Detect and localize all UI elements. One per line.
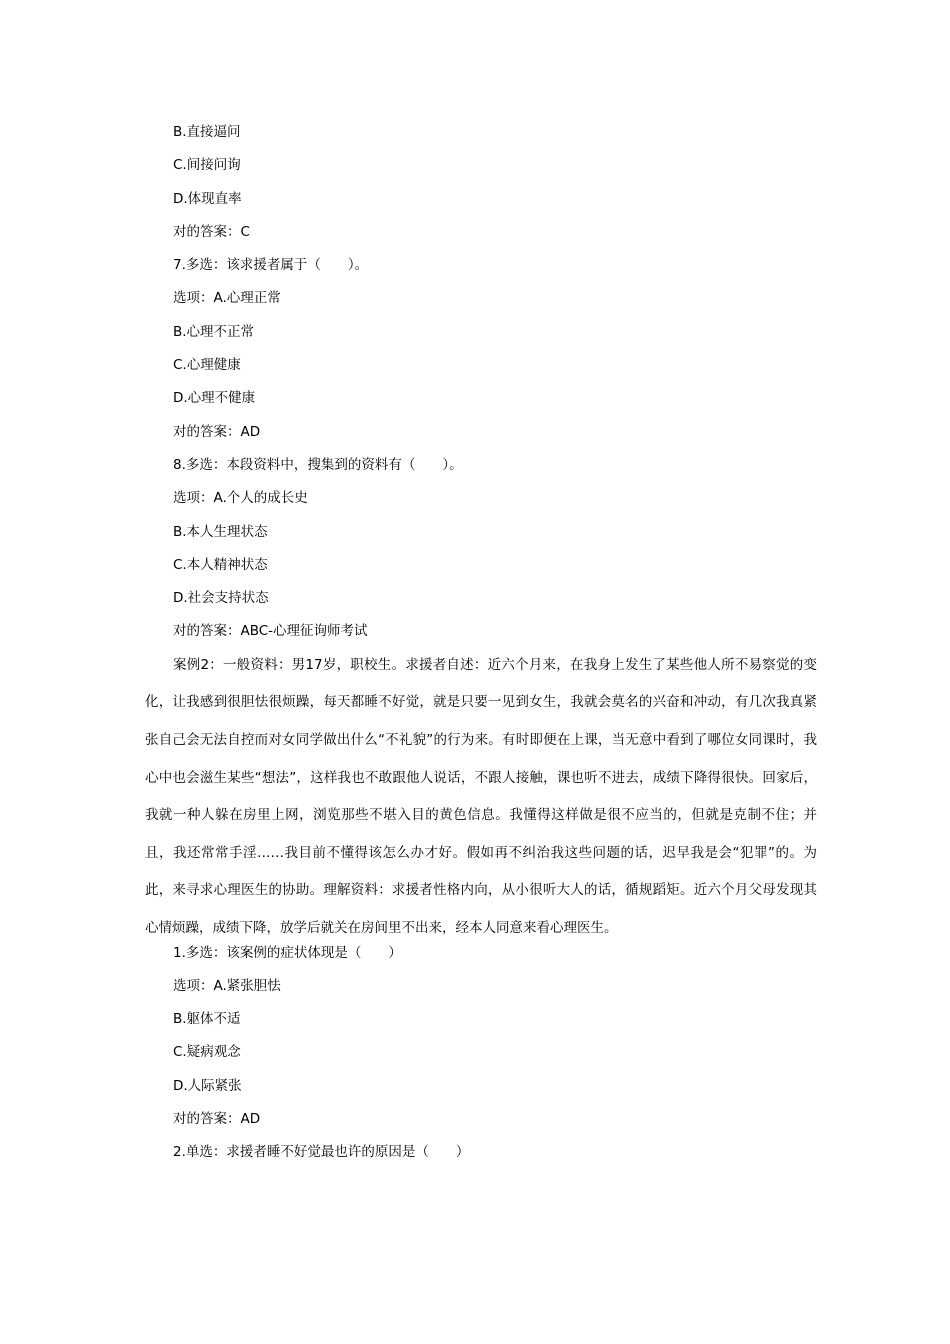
- option-line: B.心理不正常: [173, 323, 255, 340]
- question-line: 1.多选：该案例的症状体现是（ ）: [173, 944, 402, 961]
- option-line: D.社会支持状态: [173, 590, 269, 607]
- option-line: D.体现直率: [173, 190, 242, 207]
- answer-line: 对的答案：AD: [173, 1110, 261, 1127]
- option-line: D.人际紧张: [173, 1077, 242, 1094]
- option-line: C.心理健康: [173, 357, 241, 374]
- option-line: B.本人生理状态: [173, 523, 268, 540]
- question-line: 2.单选：求援者睡不好觉最也许的原因是（ ）: [173, 1144, 470, 1161]
- question-line: 7.多选：该求援者属于（ ）。: [173, 257, 369, 274]
- answer-line: 对的答案：AD: [173, 423, 261, 440]
- option-line: C.疑病观念: [173, 1044, 241, 1061]
- option-line: C.间接问询: [173, 157, 241, 174]
- option-line: 选项：A.个人的成长史: [173, 490, 308, 507]
- document-content: [145, 124, 817, 1178]
- question-line: 8.多选：本段资料中，搜集到的资料有（ ）。: [173, 456, 463, 473]
- option-line: 选项：A.心理正常: [173, 290, 281, 307]
- option-line: 选项：A.紧张胆怯: [173, 977, 281, 994]
- option-line: C.本人精神状态: [173, 556, 268, 573]
- option-line: B.躯体不适: [173, 1011, 241, 1028]
- answer-line: 对的答案：ABC-心理征询师考试: [173, 623, 368, 640]
- option-line: B.直接逼问: [173, 124, 241, 140]
- answer-line: 对的答案：C: [173, 223, 250, 240]
- case-paragraph: 案例2：一般资料：男17岁，职校生。求援者自述：近六个月来，在我身上发生了某些他人所不易察觉的变化，让我感到很胆怯很烦躁，每天都睡不好觉，就是只要一见到女生，我就会莫名的兴奋和冲动，有几次我真紧张自己会无法自控而对女同学做出什么“不礼貌”的行为来。有时即便在上课，当无意中看到了哪位女同课时，我心中也会滋生某些“想法”，这样我也不敢跟他人说话，不跟人接触，课也听不进去，成绩下降得很快。回家后，我就一种人躲在房里上网，浏览那些不堪入目的黄色信息。我懂得这样做是很不应当的，但就是克制不住；并且，我还常常手淫……我目前不懂得该怎么办才好。假如再不纠治我这些问题的话，迟早我是会“犯罪”的。为此，来寻求心理医生的协助。理解资料：求援者性格内向，从小很听大人的话，循规蹈矩。近六个月父母发现其心情烦躁，成绩下降，放学后就关在房间里不出来，经本人同意来看心理医生。: [145, 656, 817, 936]
- option-line: D.心理不健康: [173, 390, 256, 407]
